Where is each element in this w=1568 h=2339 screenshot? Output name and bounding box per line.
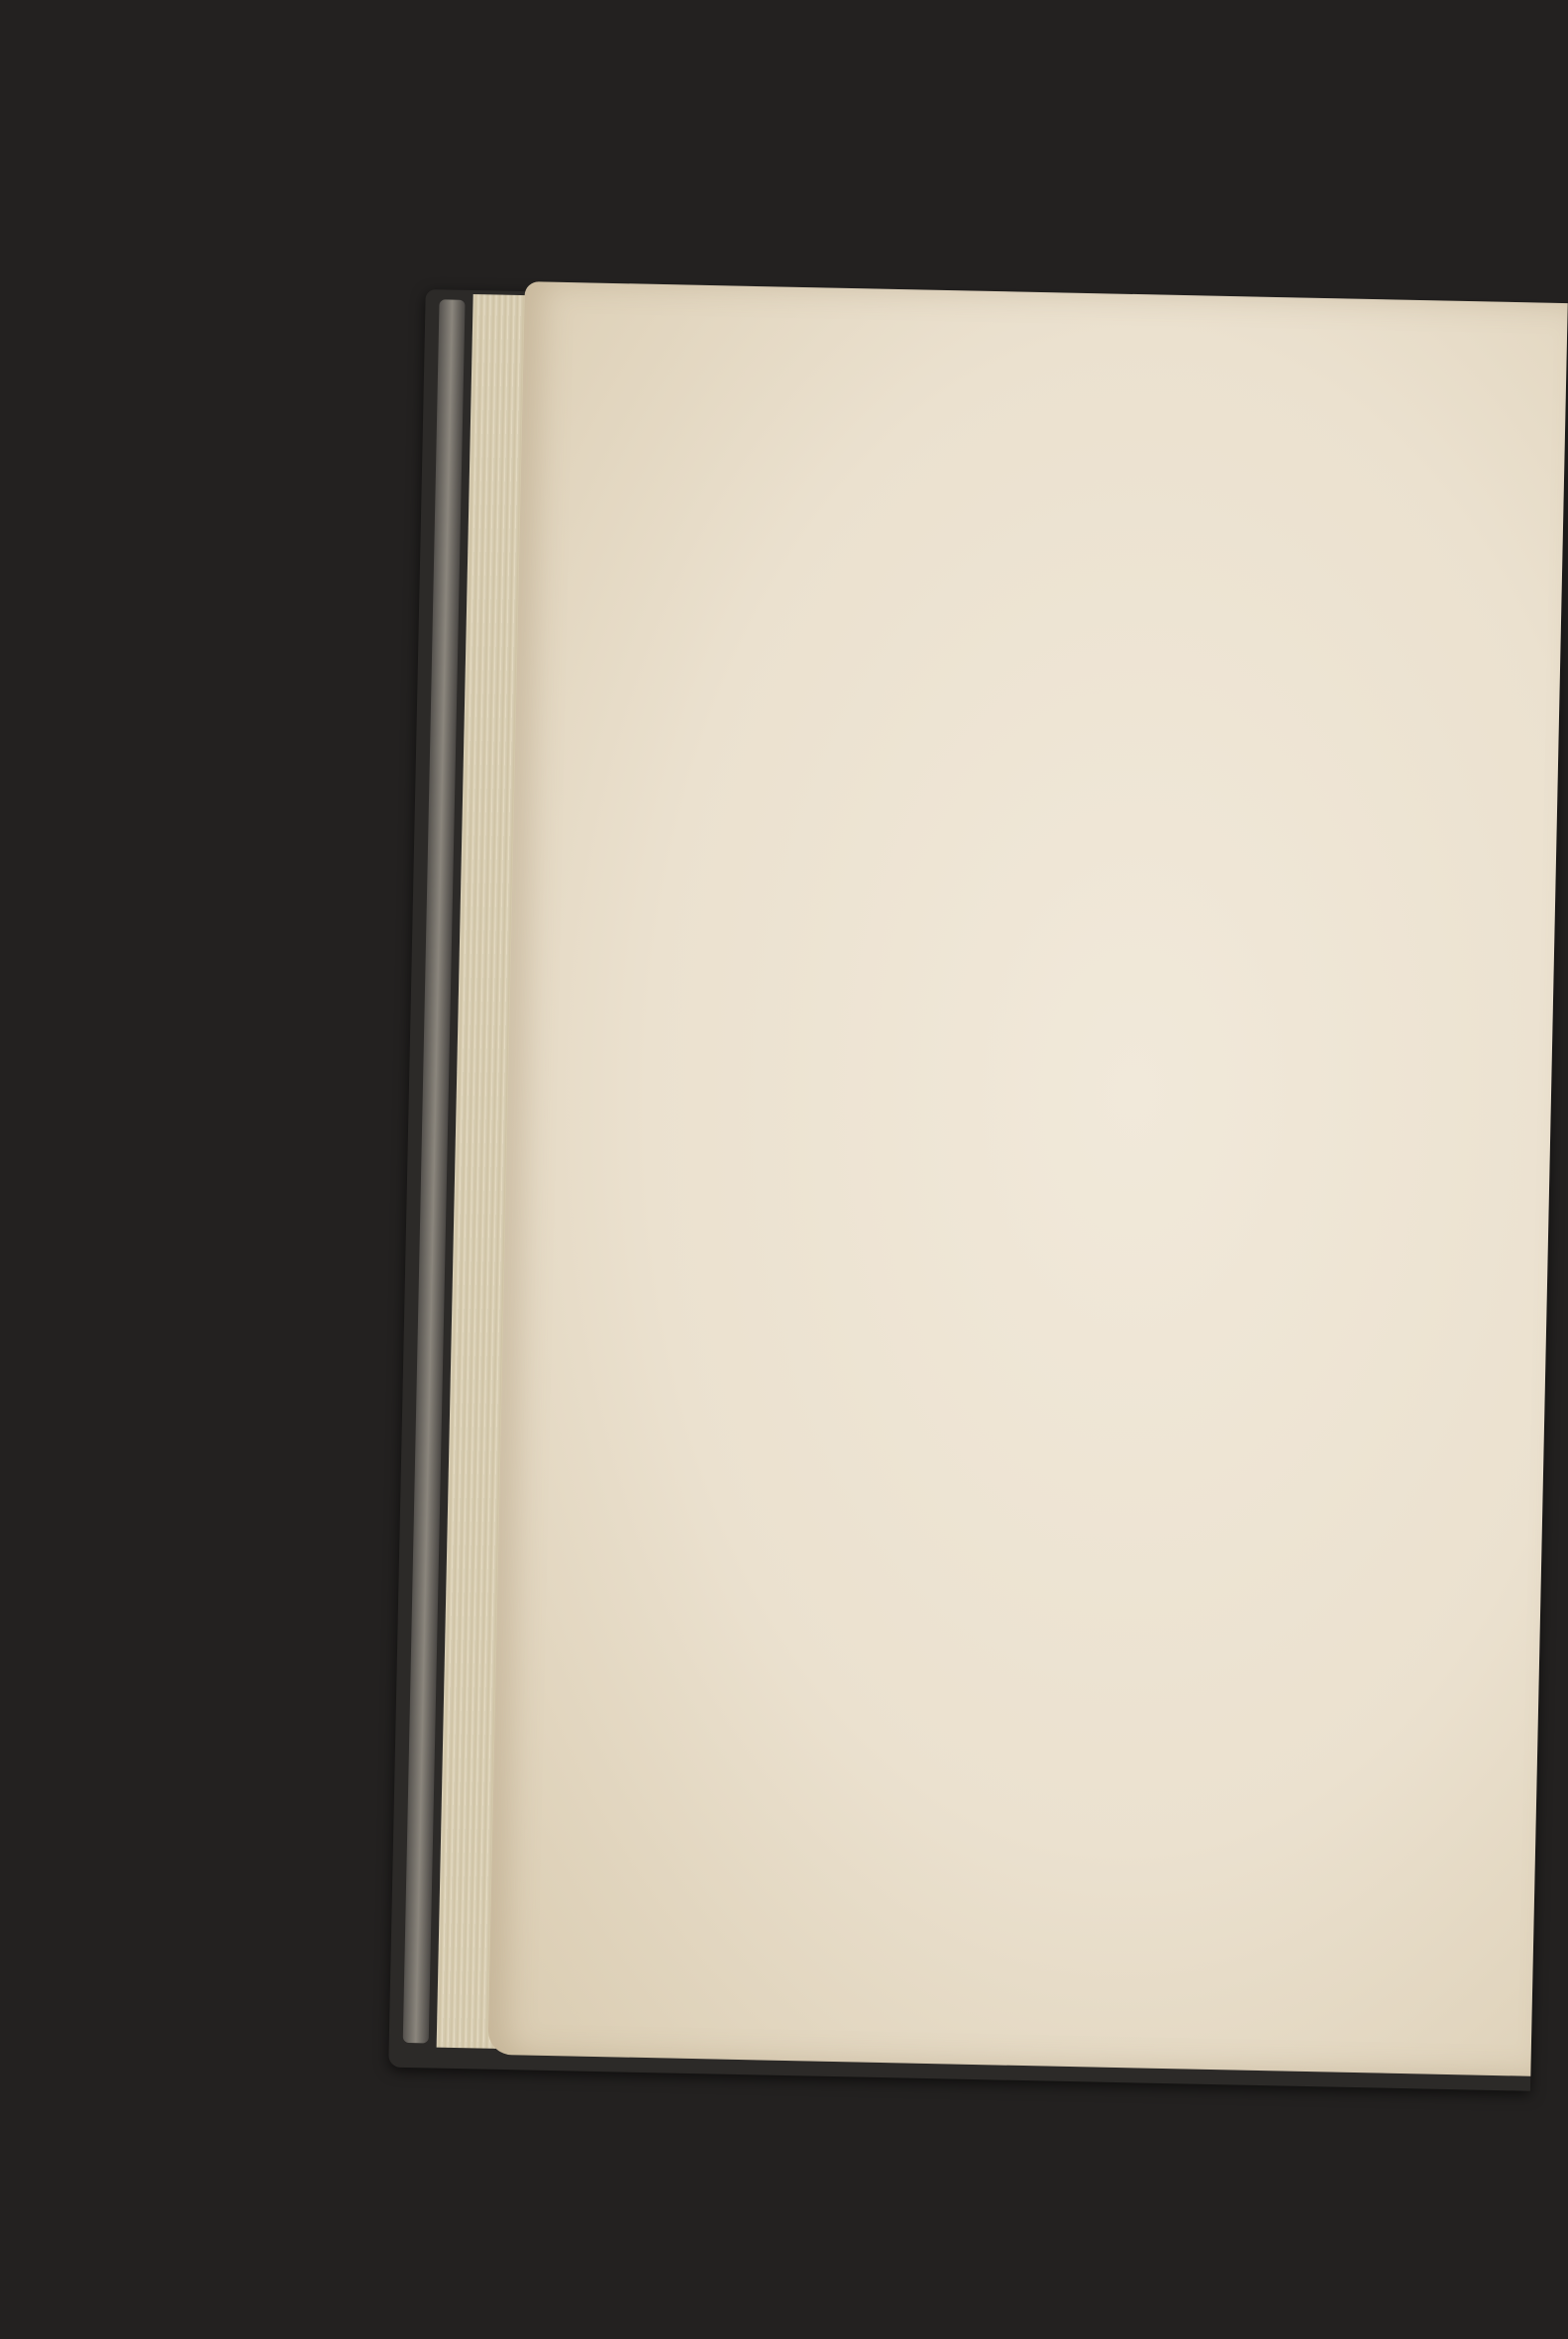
book-page bbox=[487, 281, 1567, 2076]
book bbox=[388, 279, 1568, 2098]
running-header bbox=[581, 372, 1296, 426]
hymn-heading bbox=[533, 1258, 1288, 1353]
verses-top bbox=[562, 419, 1453, 438]
